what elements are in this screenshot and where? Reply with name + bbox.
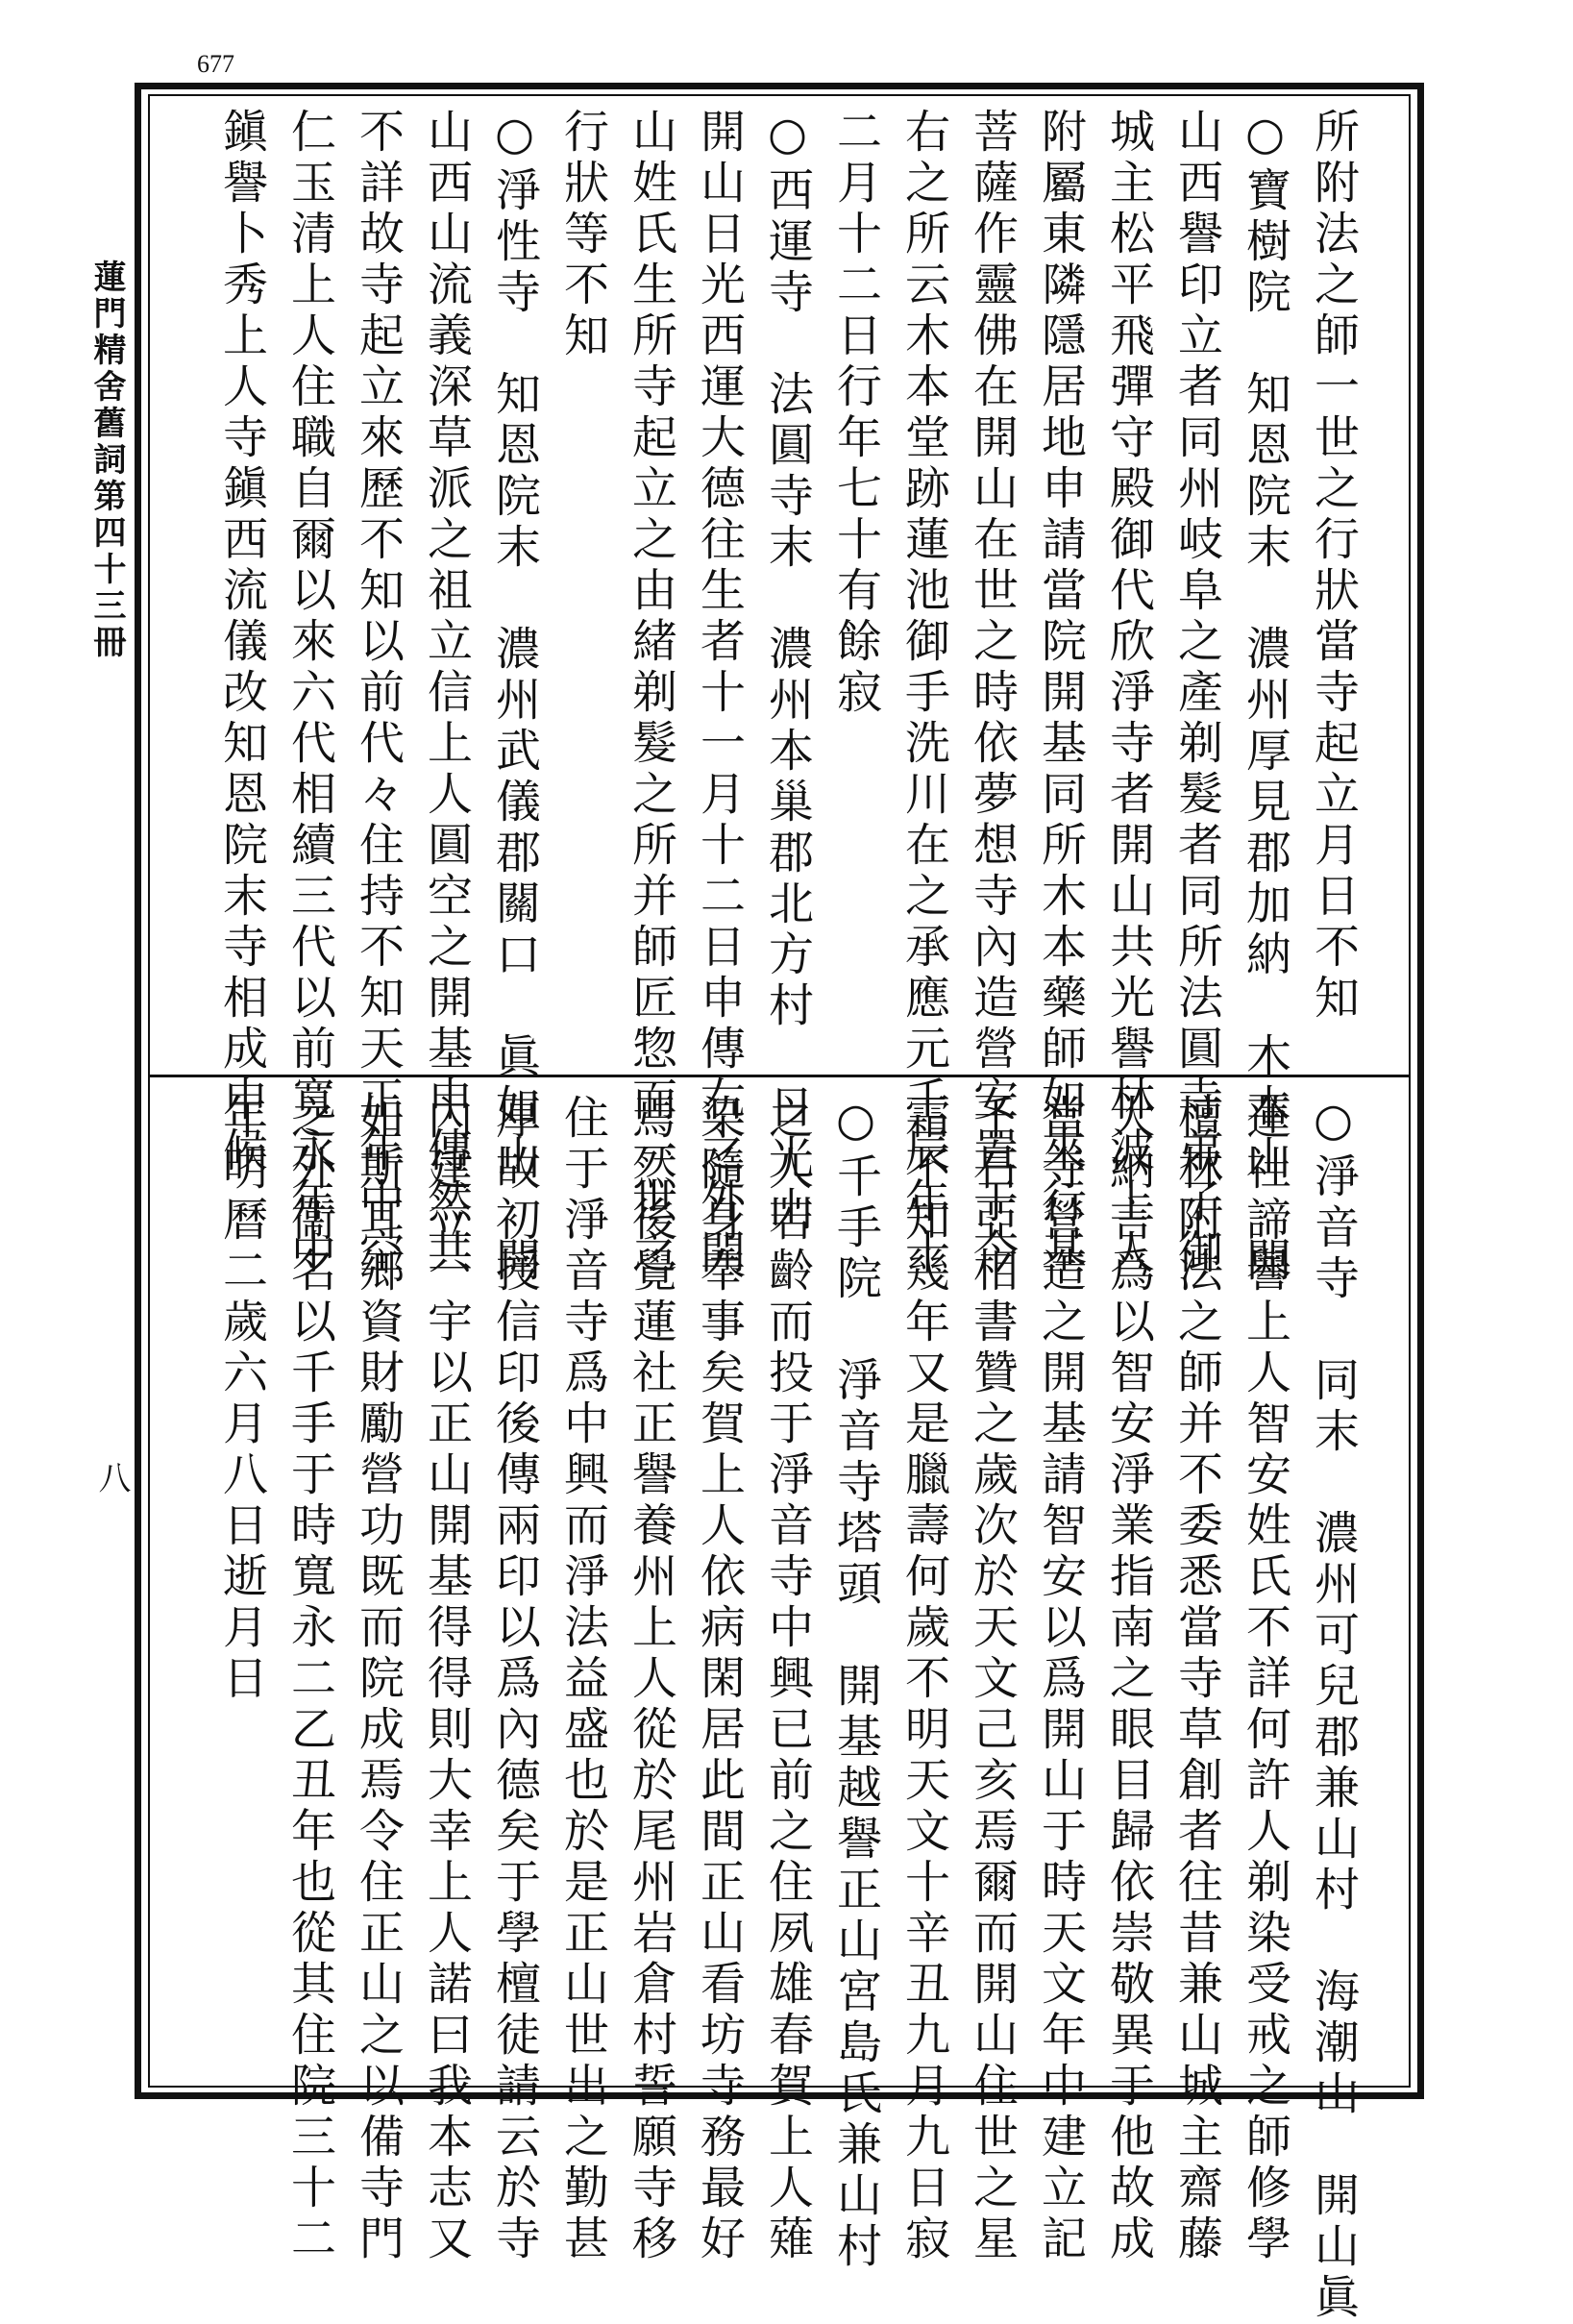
text-column: ○淨性寺 知恩院末 濃州武儀郡關口 眞如山 開 (488, 108, 541, 1287)
text-column: 仁玉清上人住職自爾以來六代相續三代以前寬永年中 (283, 108, 336, 1279)
text-column: 厚故初授信印後傳兩印以爲內德矣于學檀徒請云於寺 (488, 1094, 541, 2265)
text-column: 之外衞名以千手于時寬永二乙丑年也從其住院三十二 (283, 1094, 336, 2265)
text-column: 大納言爲以智安淨業指南之眼目歸依崇敬異于他故成 (1102, 1094, 1155, 2265)
text-column: 行狀等不知 (556, 108, 609, 362)
text-column: 山西山流義深草派之祖立信上人圓空之開基申傳然共 (420, 108, 473, 1279)
text-column: 當寺營造之開基請智安以爲開山于時天文年中建立記 (1034, 1094, 1087, 2265)
text-column: 二月十二日行年七十有餘寂 (829, 108, 882, 719)
text-column: 鎭譽卜秀上人寺鎭西流儀改知恩院末寺相成申候 (215, 108, 268, 1177)
text-column: 染隨身奉事矣賀上人依病閑居此間正山看坊寺務最好 (693, 1094, 746, 2265)
text-column: ○淨音寺 同末 濃州可兒郡兼山村 海潮山 開山眞 (1307, 1094, 1360, 2324)
text-column: 山姓氏生所寺起立之由緒剃髮之所并師匠惣而一世之 (625, 108, 677, 1279)
text-column: ○千手院 淨音寺塔頭 開基越譽正山宮島氏兼山村 (829, 1094, 882, 2273)
text-column: 千石亞相書贊之歲次於天文己亥焉爾而開山住世之星 (966, 1094, 1019, 2265)
text-column: 霜不知幾年又是臘壽何歲不明天文十辛丑九月九日寂 (897, 1094, 950, 2265)
text-column: 附屬東隣隱居地申請當院開基同所木本藥師如來行基 (1034, 108, 1087, 1279)
text-column: 山西譽印立者同州岐阜之產剃髮者同所法圓寺弟子御 (1170, 108, 1223, 1279)
text-column: 右之所云木本堂跡蓮池御手洗川在之承應元壬辰年十 (897, 108, 950, 1279)
text-column: 蓮社諦譽上人智安姓氏不詳何許人剃染受戒之師修學 (1239, 1094, 1291, 2265)
leaf-number: 八 (92, 1461, 131, 1494)
text-column: 不詳故寺起立來歷不知以前代々住持不知天正年中空 (352, 108, 405, 1279)
text-column: 所附法之師一世之行狀當寺起立月日不知 (1307, 108, 1360, 1025)
text-column: 內建立一宇以正山開基得得則大幸上人諾曰我本志又 (420, 1094, 473, 2265)
text-column: 住于淨音寺爲中興而淨法益盛也於是正山世出之勤甚 (556, 1094, 609, 2265)
text-column: 開山日光西運大德往生者十一月十二日申傳右之外開 (693, 108, 746, 1279)
text-column: 菩薩作靈佛在開山在世之時依夢想寺內造營安置于今 (966, 108, 1019, 1279)
text-column: 如斯耳鄉資財勵營功既而院成焉令住正山之以備寺門 (352, 1094, 405, 2265)
text-column: ○西運寺 法圓寺末 濃州本巢郡北方村 日光山 (761, 108, 814, 1236)
text-column: 年明曆二歲六月八日逝月日 (215, 1094, 268, 1705)
text-column: 焉然後覺蓮社正譽養州上人從於尾州岩倉村誓願寺移 (625, 1094, 677, 2265)
text-column: 檀林附法之師并不委悉當寺草創者往昔兼山城主齋藤 (1170, 1094, 1223, 2265)
page-number: 677 (197, 50, 234, 78)
text-column: 城主松平飛彈守殿御代欣淨寺者開山共光譽林波上人 (1102, 108, 1155, 1279)
book-title: 蓮門精舍舊詞第四十三冊 (87, 260, 126, 661)
text-column: 之人若齡而投于淨音寺中興已前之住夙雄春賀上人薙 (761, 1094, 814, 2265)
text-column: ○寶樹院 知恩院末 濃州厚見郡加納 木本山 開 (1239, 108, 1291, 1287)
